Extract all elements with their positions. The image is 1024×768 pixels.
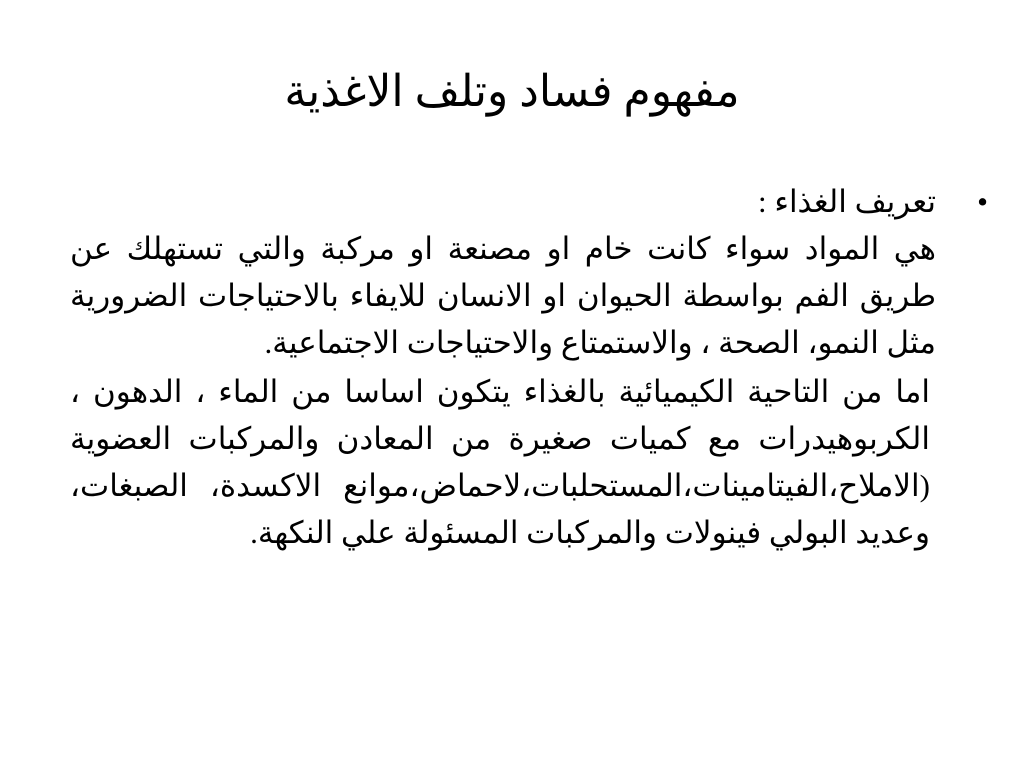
- bullet-heading: تعريف الغذاء :: [758, 184, 936, 219]
- bullet-item: [70, 178, 988, 225]
- bullet-icon: •: [977, 184, 988, 219]
- definition-paragraph: هي المواد سواء كانت خام او مصنعة او مركبة والتي تستهلك عن طريق الفم بواسطة الحيوان او الانسان للايفاء بالاحتياجات الضرورية مثل النمو، الصحة ، والاستمتاع والاحتياجات الاجتماعية.: [70, 231, 936, 360]
- slide-title: مفهوم فساد وتلف الاغذية: [284, 67, 740, 116]
- slide-content: [70, 178, 988, 556]
- composition-paragraph: اما من التاحية الكيميائية بالغذاء يتكون اساسا من الماء ، الدهون ، الكربوهيدرات مع كميات صغيرة من المعادن والمركبات العضوية (الاملاح،الفيتامينات،المستحلبات،لاحماض،موانع الاكسدة، الصبغات، وعديد البولي فينولات والمركبات المسئولة علي النكهة.: [70, 374, 930, 550]
